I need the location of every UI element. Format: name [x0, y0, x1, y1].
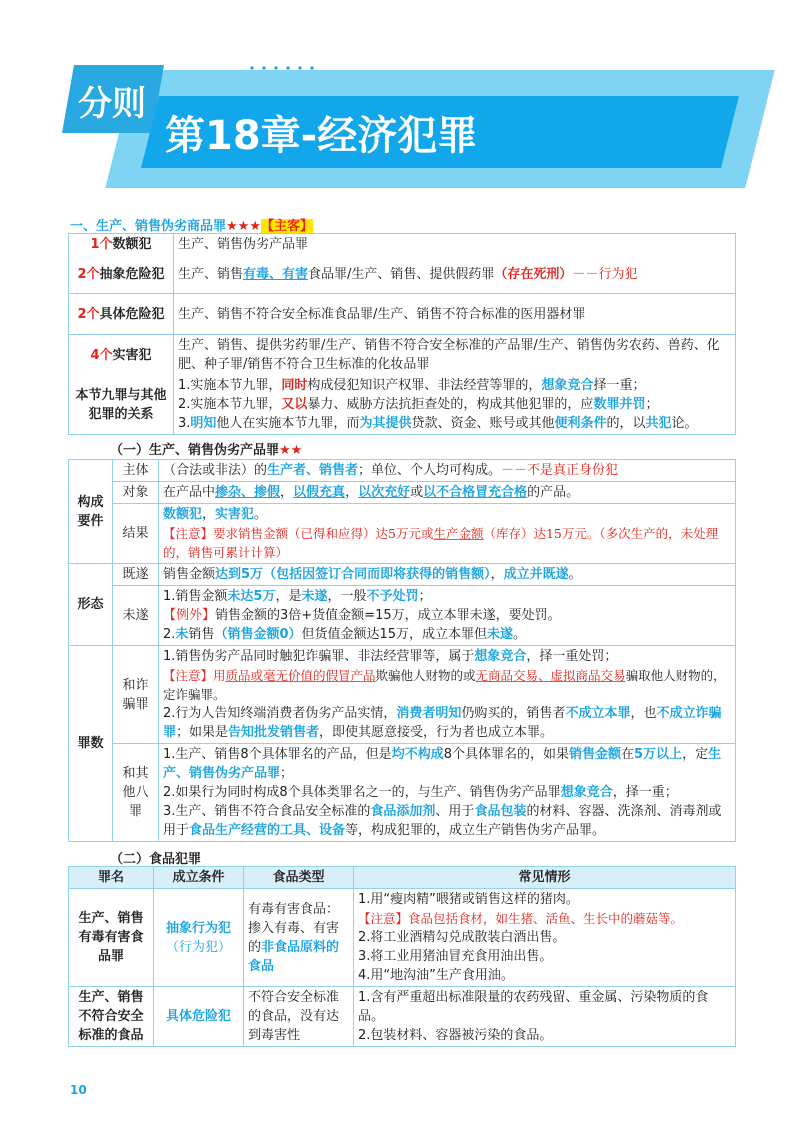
table-row: 形态 既遂 销售金额达到5万（包括因签订合同而即将获得的销售额），成立并既遂。	[69, 564, 736, 586]
subject-tag: 【主客】	[260, 219, 313, 234]
section1-title: 一、生产、销售伪劣商品罪★★★【主客】	[70, 219, 313, 234]
table-row: 未遂 1.销售金额未达5万，是未遂，一般不予处罚； 【例外】销售金额的3倍+货值金额=15万，成立本罪未遂，要处罚。 2.未销售（销售金额0）但货值金额达15万，成立本罪但未遂。	[69, 586, 736, 646]
table-row: 4个实害犯 生产、销售、提供劣药罪/生产、销售不符合安全标准的产品罪/生产、销售伪劣农药、兽药、化肥、种子罪/销售不符合卫生标准的化妆品罪	[69, 335, 736, 376]
chapter-title: 第18章-经济犯罪	[165, 113, 478, 159]
table-row: 结果 数额犯，实害犯。 【注意】要求销售金额（已得和应得）达5万元或生产金额（库存）达15万元。（多次生产的，未处理的，销售可累计计算）	[69, 504, 736, 564]
table-row: 和其他八罪 1.生产、销售8个具体罪名的产品，但是均不构成8个具体罪名的，如果销售金额在5万以上，定生产、销售伪劣产品罪； 2.如果行为同时构成8个具体类罪名之一的，与生产、销售伪劣产品罪想象竞合，择一重； 3.生产、销售不符合食品安全标准的食品添加剂、用于食品包装的材料、容器、洗涤剂、消毒剂或用于食品生产经营的工具、设备等，构成犯罪的，成立生产销售伪劣产品罪。	[69, 744, 736, 842]
section2-table	[68, 459, 736, 842]
table-row: 对象 在产品中掺杂、掺假，以假充真，以次充好或以不合格冒充合格的产品。	[69, 482, 736, 504]
table-row: 构成要件 主体 （合法或非法）的生产者、销售者；单位、个人均可构成。－－不是真正身份犯	[69, 460, 736, 482]
section3-table	[68, 866, 736, 1047]
table-row: 1个数额犯 生产、销售伪劣产品罪	[69, 234, 736, 256]
table-row: 生产、销售有毒有害食品罪 抽象行为犯 （行为犯） 有毒有害食品：掺入有毒、有害的非食品原料的食品 1.用“瘦肉精”喂猪或销售这样的猪肉。 【注意】食品包括食材，如生猪、活鱼、生长中的蘑菇等。 2.将工业酒精勾兑成散装白酒出售。 3.将工业用猪油冒充食用油出售。 4.用“地沟油”生产食用油。	[69, 889, 736, 987]
section-tag-text: 分则	[78, 84, 146, 124]
table-row: 2个具体危险犯 生产、销售不符合安全标准食品罪/生产、销售不符合标准的医用器材罪	[69, 294, 736, 335]
section3-title: （二）食品犯罪	[110, 852, 202, 867]
section1-table	[68, 233, 736, 435]
table-row: 生产、销售不符合安全标准的食品 具体危险犯 不符合安全标准的食品，没有达到毒害性 1.含有严重超出标准限量的农药残留、重金属、污染物质的食品。 2.包装材料、容器被污染的食品。	[69, 987, 736, 1047]
table-row: 罪数 和诈骗罪 1.销售伪劣产品同时触犯诈骗罪、非法经营罪等，属于想象竞合，择一重处罚； 【注意】用质品或毫无价值的假冒产品欺骗他人财物的或无商品交易、虚拟商品交易骗取他人财物的，定诈骗罪。 2.行为人告知终端消费者伪劣产品实情，消费者明知仍购买的，销售者不成立本罪，也不成立诈骗罪；如果是告知批发销售者，即使其愿意接受，行为者也成立本罪。	[69, 646, 736, 744]
page-number: 10	[70, 1083, 87, 1097]
table-row: 2个抽象危险犯 生产、销售有毒、有害食品罪/生产、销售、提供假药罪（存在死刑）－－行为犯	[69, 255, 736, 294]
section2-title: （一）生产、销售伪劣产品罪★★	[110, 443, 303, 458]
table-row: 本节九罪与其他犯罪的关系 1.实施本节九罪，同时构成侵犯知识产权罪、非法经营等罪的，想象竞合择一重； 2.实施本节九罪，又以暴力、威胁方法抗拒查处的，构成其他犯罪的，应数罪并罚； 3.明知他人在实施本节九罪，而为其提供贷款、资金、账号或其他便利条件的，以共犯论。	[69, 375, 736, 435]
table-header-row: 罪名 成立条件 食品类型 常见情形	[69, 867, 736, 889]
